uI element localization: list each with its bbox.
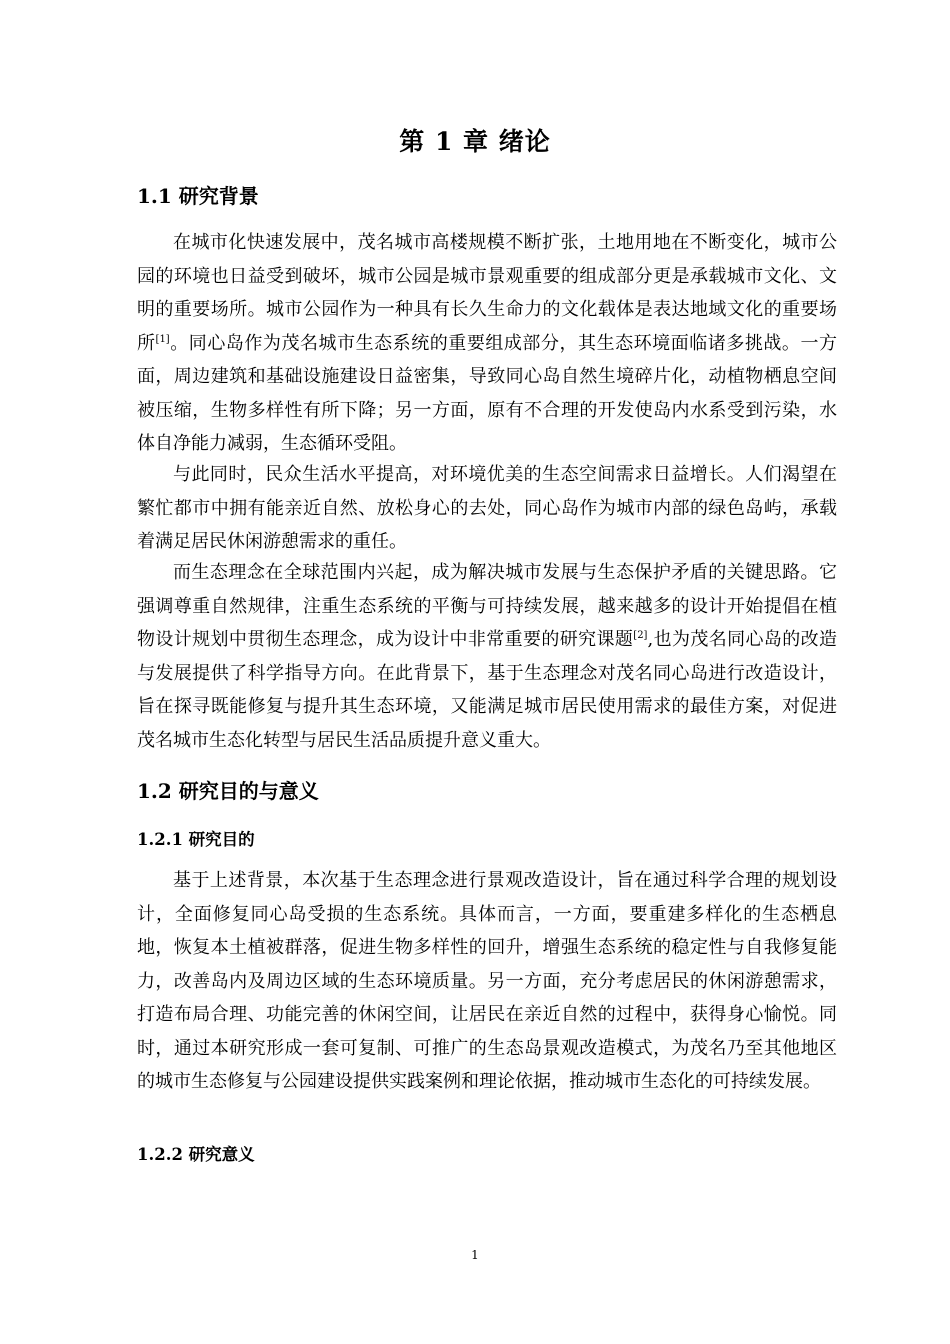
citation-ref-1[interactable]: [1] <box>155 333 170 345</box>
chapter-title: 第 1 章 绪论 <box>399 127 551 156</box>
paragraph-purpose: 基于上述背景，本次基于生态理念进行景观改造设计，旨在通过科学合理的规划设计，全面修复同心岛受损的生态系统。具体而言，一方面，要重建多样化的生态栖息地，恢复本土植被群落，促进生物多样性的回升，增强生态系统的稳定性与自我修复能力，改善岛内及周边区域的生态环境质量。另一方面，充分考虑居民的休闲游憩需求，打造布局合理、功能完善的休闲空间，让居民在亲近自然的过程中，获得身心愉悦。同时，通过本研究形成一套可复制、可推广的生态岛景观改造模式，为茂名乃至其他地区的城市生态修复与公园建设提供实践案例和理论依据，推动城市生态化的可持续发展。 <box>137 870 837 1092</box>
subsection-heading-1-2-1: 1.2.1 研究目的 <box>137 830 255 849</box>
page-number: 1 <box>471 1248 479 1262</box>
paragraph-background-3 <box>137 556 837 757</box>
section-heading-1-1: 1.1 研究背景 <box>137 184 259 208</box>
paragraph-background-1 <box>137 226 837 461</box>
section-heading-1-2: 1.2 研究目的与意义 <box>137 779 319 803</box>
subsection-heading-1-2-2: 1.2.2 研究意义 <box>137 1145 255 1164</box>
paragraph-text: ,也为茂名同心岛的改造与发展提供了科学指导方向。在此背景下，基于生态理念对茂名同心岛进行改造设计，旨在探寻既能修复与提升其生态环境，又能满足城市居民使用需求的最佳方案，对促进茂名城市生态化转型与居民生活品质提升意义重大。 <box>137 629 837 751</box>
paragraph-text: 而生态理念在全球范围内兴起，成为解决城市发展与生态保护矛盾的关键思路。它强调尊重自然规律，注重生态系统的平衡与可持续发展，越来越多的设计开始提倡在植物设计规划中贯彻生态理念，成为设计中非常重要的研究课题 <box>137 562 837 650</box>
paragraph-text: 在城市化快速发展中，茂名城市高楼规模不断扩张，土地用地在不断变化，城市公园的环境也日益受到破坏，城市公园是城市景观重要的组成部分更是承载城市文化、文明的重要场所。城市公园作为一种具有长久生命力的文化载体是表达地域文化的重要场所 <box>137 232 837 354</box>
paragraph-background-2: 与此同时，民众生活水平提高，对环境优美的生态空间需求日益增长。人们渴望在繁忙都市中拥有能亲近自然、放松身心的去处，同心岛作为城市内部的绿色岛屿，承载着满足居民休闲游憩需求的重任。 <box>137 464 837 552</box>
paragraph-text: 。同心岛作为茂名城市生态系统的重要组成部分，其生态环境面临诸多挑战。一方面，周边建筑和基础设施建设日益密集，导致同心岛自然生境碎片化，动植物栖息空间被压缩，生物多样性有所下降；另一方面，原有不合理的开发使岛内水系受到污染，水体自净能力减弱，生态循环受阻。 <box>137 332 838 454</box>
citation-ref-2[interactable]: [2] <box>633 630 648 641</box>
